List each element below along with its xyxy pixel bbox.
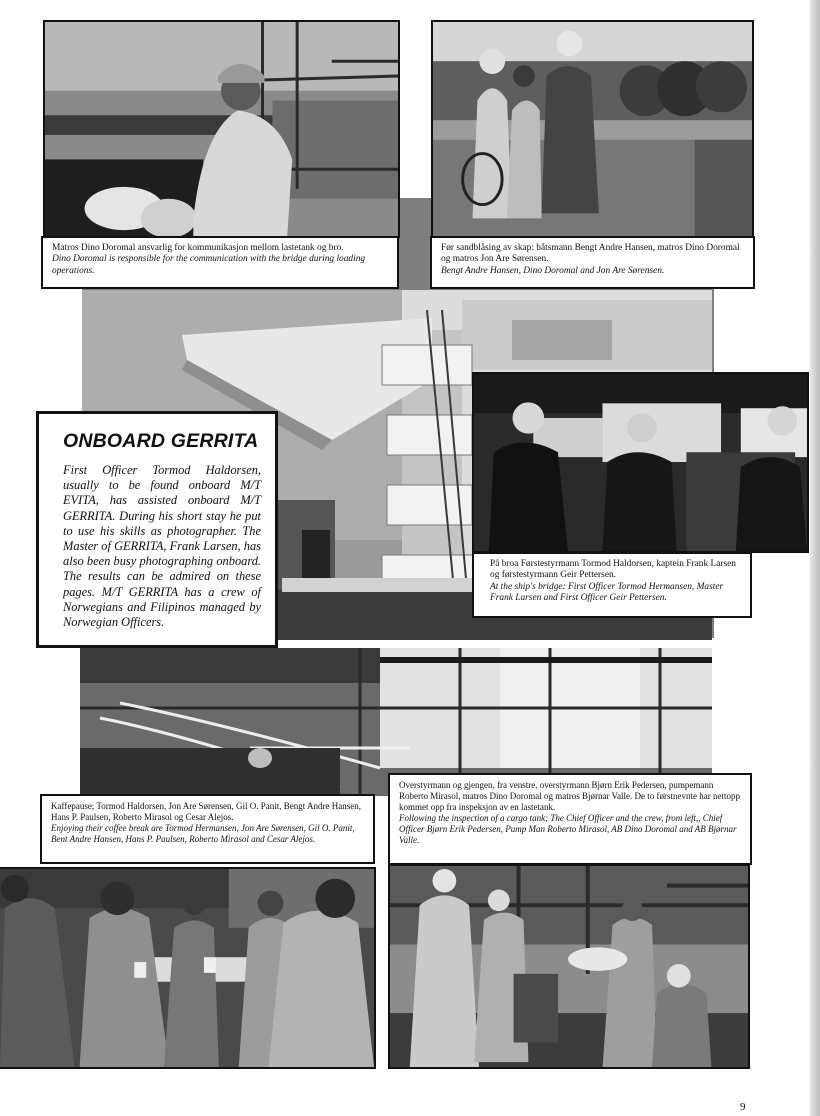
article-box (36, 411, 278, 648)
caption-english: Following the inspection of a cargo tank; The Chief Officer and the crew, from left,, Chief Officer Bjørn Erik Pedersen, Pump Man Roberto Mirasol, AB Dino Doromal and AB Bjørnar Valle. (399, 813, 737, 845)
caption-tank-inspection (388, 773, 752, 865)
page-edge (810, 0, 820, 1116)
article-body: First Officer Tormod Haldorsen, usually to be found onboard M/T EVITA, has assisted onboard M/T GERRITA. During his short stay he put to use his skills as photographer. The Master of GERRITA, Frank Larsen, has also been busy photographing onboard. The results can be admired on these pages. M/T GERRITA has a crew of Norwegians and Filipinos managed by Norwegian Officers. (63, 463, 261, 630)
caption-norwegian: Overstyrmann og gjengen, fra venstre, overstyrmann Bjørn Erik Pedersen, pumpemann Roberto Mirasol, matros Dino Doromal og matros Bjørnar Valle. De to førstnevnte har nettopp kommet opp fra inspeksjon av en lastetank. (399, 780, 741, 812)
page-number: 9 (740, 1101, 746, 1113)
photo-sandblasting-crew (431, 20, 754, 238)
caption-norwegian: Kaffepause; Tormod Haldorsen, Jon Are Sørensen, Gil O. Panit, Bengt Andre Hansen, Hans P. Paulsen, Roberto Mirasol og Cesar Alejos. (51, 801, 361, 822)
caption-sandblasting-crew (430, 236, 755, 289)
caption-radio-operator (41, 236, 399, 289)
caption-english: At the ship's bridge: First Officer Tormod Hermansen, Master Frank Larsen and First Officer Geir Pettersen. (490, 581, 724, 604)
caption-english: Bengt Andre Hansen, Dino Doromal and Jon Are Sørensen. (441, 265, 665, 276)
caption-english: Dino Doromal is responsible for the communication with the bridge during loading operations. (52, 254, 366, 276)
caption-norwegian: Matros Dino Doromal ansvarlig for kommunikasjon mellom lastetank og bro. (52, 243, 344, 253)
photo-tank-inspection-crew (388, 864, 750, 1069)
caption-norwegian: På broa Førstestyrmann Tormod Haldorsen, kaptein Frank Larsen og førstestyrmann Geir Pettersen. (490, 559, 736, 581)
caption-english: Enjoying their coffee break are Tormod Hermansen, Jon Are Sørensen, Gil O. Panit, Bent Andre Hansen, Hans P. Paulsen, Roberto Mirasol and Cesar Alejos. (51, 823, 355, 844)
caption-bridge-officers (472, 552, 752, 618)
caption-coffee-break (40, 794, 375, 864)
photo-coffee-break (0, 867, 376, 1069)
photo-bridge-officers (472, 372, 809, 553)
article-title: ONBOARD GERRITA (63, 430, 259, 452)
caption-norwegian: Før sandblåsing av skap: båtsmann Bengt Andre Hansen, matros Dino Doromal og matros Jon Are Sørensen. (441, 243, 740, 265)
photo-radio-operator (43, 20, 400, 238)
